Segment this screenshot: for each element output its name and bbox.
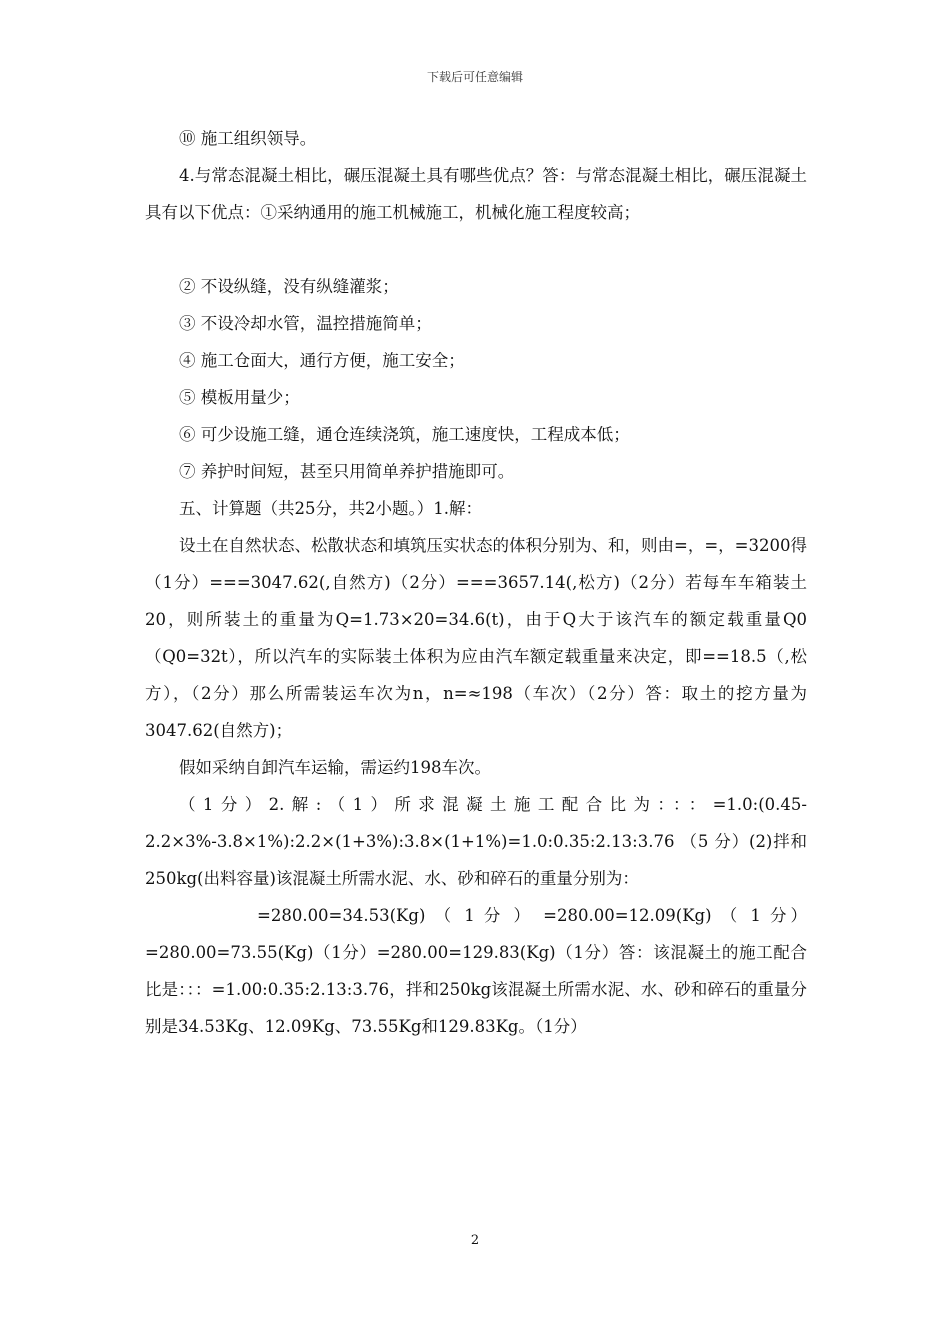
paragraph-advantage-2: ② 不设纵缝，没有纵缝灌浆； <box>179 277 399 296</box>
section-heading-calc: 五、计算题（共25分，共2小题。）1.解： <box>179 499 482 518</box>
blank-line <box>145 231 807 268</box>
page-header: 下载后可任意编辑 <box>426 70 523 84</box>
document-body <box>145 120 807 1045</box>
paragraph-calc-1: 设土在自然状态、松散状态和填筑压实状态的体积分别为、和，则由=，=，=3200得（1分）===3047.62(,自然方)（2分）===3657.14(,松方)（2分）若每车车箱装土20，则所装土的重量为Q=1.73×20=34.6(t)，由于Q大于该汽车的额定载重量Q0（Q0=32t），所以汽车的实际装土体积为应由汽车额定载重量来决定，即==18.5（,松方），（2分）那么所需装运车次为n，n=≈198（车次）（2分）答：取土的挖方量为3047.62(自然方)； <box>145 536 807 740</box>
paragraph-question-4: 4.与常态混凝土相比，碾压混凝土具有哪些优点？答：与常态混凝土相比，碾压混凝土具有以下优点：①采纳通用的施工机械施工，机械化施工程度较高； <box>145 166 807 222</box>
paragraph-advantage-7: ⑦ 养护时间短，甚至只用简单养护措施即可。 <box>179 462 515 481</box>
page-number: 2 <box>470 1233 480 1248</box>
paragraph-calc-2: （1分）2.解:（1）所求混凝土施工配合比为：：：=1.0:(0.45-2.2×3%-3.8×1%):2.2×(1+3%):3.8×(1+1%)=1.0:0.35:2.13:3.76 （5 分）(2)拌和250kg(出料容量)该混凝土所需水泥、水、砂和碎石的重量分别为： <box>145 795 807 888</box>
paragraph-item-10: ⑩ 施工组织领导。 <box>179 129 317 148</box>
paragraph-advantage-5: ⑤ 模板用量少； <box>179 388 300 407</box>
paragraph-calc-2-weights: =280.00=34.53(Kg) （ 1 分 ） =280.00=12.09(Kg) （ 1 分）=280.00=73.55(Kg)（1分）=280.00=129.83(Kg)（1分）答：该混凝土的施工配合比是：：：=1.00:0.35:2.13:3.76，拌和250kg该混凝土所需水泥、水、砂和碎石的重量分别是34.53Kg、12.09Kg、73.55Kg和129.83Kg。（1分） <box>145 906 807 1036</box>
paragraph-calc-1-conclusion: 假如采纳自卸汽车运输，需运约198车次。 <box>179 758 491 777</box>
paragraph-advantage-6: ⑥ 可少设施工缝，通仓连续浇筑，施工速度快，工程成本低； <box>179 425 630 444</box>
paragraph-advantage-3: ③ 不设冷却水管，温控措施简单； <box>179 314 432 333</box>
paragraph-advantage-4: ④ 施工仓面大，通行方便，施工安全； <box>179 351 465 370</box>
